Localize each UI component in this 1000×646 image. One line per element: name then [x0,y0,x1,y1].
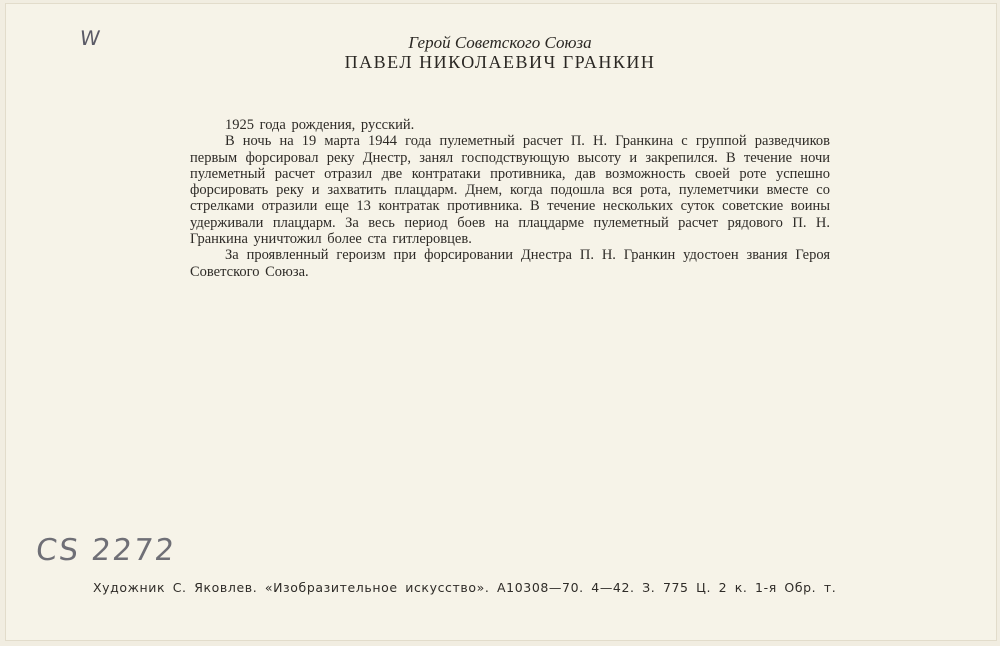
paragraph-award: За проявленный героизм при форсировании Днестра П. Н. Гранкин удостоен звания Героя Советского Союза. [190,247,830,280]
biography-text [190,117,830,280]
hero-name-title: ПАВЕЛ НИКОЛАЕВИЧ ГРАНКИН [344,52,656,72]
subtitle: Герой Советского Союза [408,33,592,52]
paragraph-battle: В ночь на 19 марта 1944 года пулеметный расчет П. Н. Гранкина с группой разведчиков первым форсировал реку Днестр, занял господствующую высоту и закрепился. В течение ночи пулеметный расчет отразил две контратаки противника, дав возможность своей роте успешно форсировать реку и захватить плацдарм. Днем, когда подошла вся рота, пулеметчики вместе со стрелками отразили еще 13 контратак противника. В течение нескольких суток советские воины удерживали плацдарм. За весь период боев на плацдарме пулеметный расчет рядового П. Н. Гранкина уничтожил более ста гитлеровцев. [190,133,830,248]
imprint-footer: Художник С. Яковлев. «Изобразительное искусство». А10308—70. 4—42. З. 775 Ц. 2 к. 1-я Обр. т. [93,580,837,595]
handwritten-mark-top: W [78,26,100,50]
handwritten-catalog-number: CS 2272 [34,533,178,568]
paragraph-birth: 1925 года рождения, русский. [225,117,415,133]
